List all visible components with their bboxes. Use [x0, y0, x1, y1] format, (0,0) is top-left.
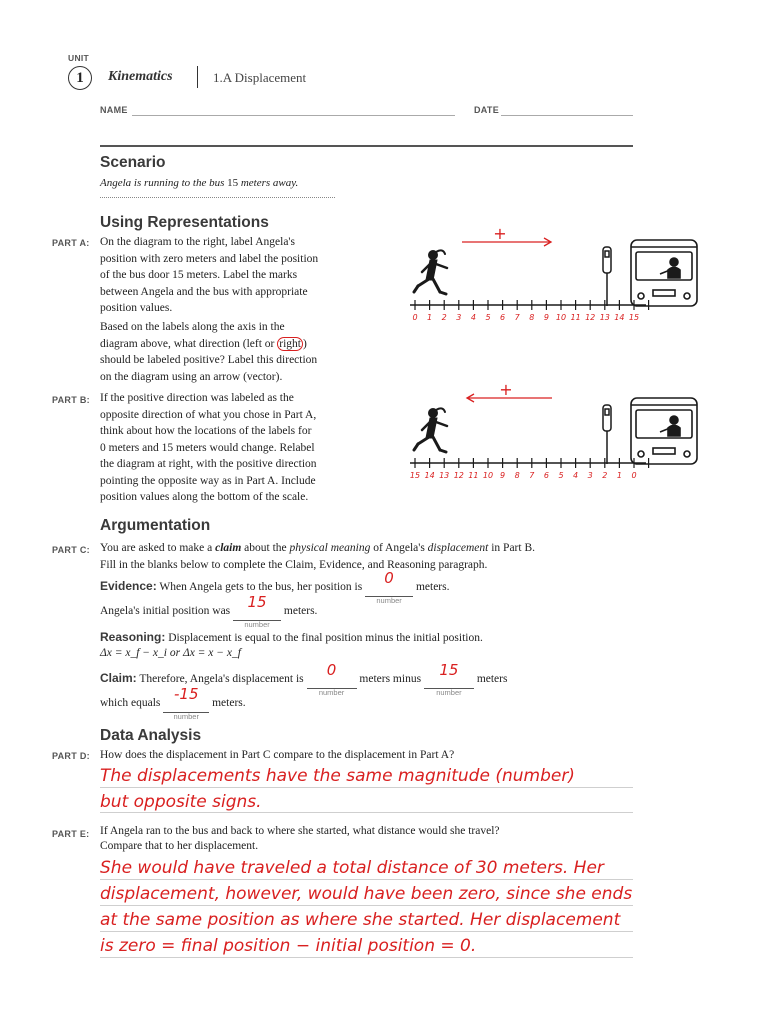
scenario-heading: Scenario [100, 154, 166, 171]
tick-label: 15 [628, 313, 640, 322]
scenario-text: Angela is running to the bus 15 meters away. [100, 177, 299, 189]
name-label: NAME [100, 105, 128, 115]
bus-stop-sign-a [603, 247, 611, 306]
course-title: Kinematics [108, 69, 173, 84]
part-e-answer-line-3: at the same position as where she started. Her displacement [100, 910, 621, 930]
answer-rule [100, 957, 633, 958]
diagram-part-b [400, 380, 700, 490]
lesson-title: 1.A Displacement [213, 70, 307, 85]
tick-label: 5 [485, 313, 491, 322]
claim-blank-2[interactable]: 15 number [424, 671, 474, 689]
runner-figure-a [414, 250, 447, 294]
date-label: DATE [474, 105, 500, 115]
part-b-label: PART B: [52, 395, 90, 405]
part-c-label: PART C: [52, 545, 90, 555]
tick-label: 0 [631, 471, 637, 480]
initial-position-line: Angela's initial position was 15 number meters. [100, 593, 318, 629]
part-d-question: How does the displacement in Part C compare to the displacement in Part A? [100, 749, 455, 761]
part-b-text: If the positive direction was labeled as the opposite direction of what you chose in Part A, think about how the locations of the labels for 0 meters and 15 meters would change. Relabel the diagram at right, with the positive direction pointing the opposite way as in Part A. Include position values along the bottom of the scale. [100, 392, 317, 503]
reasoning-formula: Δx = x_f − x_i or Δx = x − x_f [100, 647, 241, 659]
tick-label: 15 [409, 471, 421, 480]
tick-label: 3 [456, 313, 462, 322]
claim-line: Claim: Therefore, Angela's displacement is 0 number meters minus 15 number meters [100, 661, 508, 697]
unit-number-badge [68, 66, 92, 90]
part-d-answer-line-1: The displacements have the same magnitude (number) [100, 766, 575, 786]
data-analysis-heading: Data Analysis [100, 727, 202, 744]
which-equals-line: which equals -15 number meters. [100, 685, 246, 721]
tick-label: 14 [614, 313, 625, 322]
header-divider [197, 66, 198, 88]
tick-label: 2 [602, 471, 608, 480]
claim-answer-3: -15 [173, 685, 199, 703]
part-e-answer-line-2: displacement, however, would have been zero, since she ends [100, 884, 633, 904]
tick-label: 9 [500, 471, 506, 480]
part-e-answer-line-1: She would have traveled a total distance of 30 meters. Her [100, 858, 604, 878]
plus-sign-a: + [493, 224, 507, 243]
tick-label: 5 [558, 471, 564, 480]
tick-label: 7 [529, 471, 535, 480]
tick-label: 6 [543, 471, 549, 480]
tick-label: 4 [573, 471, 579, 480]
tick-label: 8 [514, 471, 520, 480]
diagram-part-a [400, 222, 700, 332]
tick-label: 12 [453, 471, 464, 480]
tick-label: 2 [441, 313, 447, 322]
circled-answer: right [279, 337, 301, 350]
tick-label: 11 [570, 313, 581, 322]
evidence-line: Evidence: When Angela gets to the bus, her position is 0 number meters. [100, 569, 450, 605]
bus-stop-sign-b [603, 405, 611, 464]
part-d-label: PART D: [52, 751, 90, 761]
scenario-dotted-rule [100, 197, 335, 198]
tick-label: 10 [555, 313, 567, 322]
tick-label: 13 [439, 471, 450, 480]
tick-label: 12 [585, 313, 596, 322]
unit-number: 1 [76, 70, 84, 86]
evidence-answer: 0 [384, 569, 394, 587]
tick-label: 4 [470, 313, 476, 322]
tick-label: 6 [500, 313, 506, 322]
part-e-answer-line-4: is zero = final position − initial position = 0. [100, 936, 477, 956]
tick-labels-a [412, 313, 639, 322]
header-rule [100, 145, 633, 147]
answer-rule [100, 931, 633, 932]
part-a-text: On the diagram to the right, label Angela's position with zero meters and label the position of the bus door 15 meters. Label the marks between Angela and the bus with appropriate position values. [100, 236, 319, 314]
unit-label: UNIT [68, 53, 90, 63]
part-e-label: PART E: [52, 829, 90, 839]
runner-figure-b [414, 408, 447, 452]
tick-label: 3 [587, 471, 593, 480]
answer-rule [100, 812, 633, 813]
tick-label: 0 [412, 313, 418, 322]
tick-label: 14 [424, 471, 435, 480]
claim-answer-2: 15 [439, 661, 459, 679]
tick-label: 1 [616, 471, 622, 480]
evidence-blank[interactable]: 0 number [365, 579, 413, 597]
part-d-answer-line-2: but opposite signs. [100, 792, 262, 812]
part-e-question: If Angela ran to the bus and back to where she started, what distance would she travel? Compare that to her displacement. [100, 825, 500, 852]
initial-blank[interactable]: 15 number [233, 603, 281, 621]
tick-label: 13 [599, 313, 610, 322]
tick-label: 7 [514, 313, 520, 322]
part-c-text: You are asked to make a claim about the physical meaning of Angela's displacement in Part B. Fill in the blanks below to complete the Claim, Evidence, and Reasoning paragraph. [100, 542, 535, 571]
answer-rule [100, 787, 633, 788]
reasoning-line: Reasoning: Displacement is equal to the final position minus the initial position. [100, 630, 483, 644]
tick-labels-b [410, 471, 637, 480]
representations-heading: Using Representations [100, 214, 269, 231]
tick-label: 11 [468, 471, 479, 480]
bus-b [631, 398, 697, 464]
argumentation-heading: Argumentation [100, 517, 211, 534]
tick-label: 1 [427, 313, 433, 322]
tick-label: 8 [529, 313, 535, 322]
name-field[interactable] [132, 115, 455, 116]
claim-blank-3[interactable]: -15 number [163, 695, 209, 713]
plus-sign-b: + [499, 380, 513, 399]
tick-label: 9 [543, 313, 549, 322]
initial-answer: 15 [247, 593, 267, 611]
date-field[interactable] [501, 115, 633, 116]
tick-label: 10 [482, 471, 494, 480]
part-a-label: PART A: [52, 238, 90, 248]
claim-answer-1: 0 [326, 661, 337, 679]
answer-rule [100, 879, 633, 880]
claim-blank-1[interactable]: 0 number [307, 671, 357, 689]
part-a-followup-text: Based on the labels along the axis in the diagram above, what direction (left or right ) should be labeled positive? Label this direction on the diagram using an arrow (vector). [100, 321, 318, 383]
bus-a [631, 240, 697, 306]
answer-rule [100, 905, 633, 906]
